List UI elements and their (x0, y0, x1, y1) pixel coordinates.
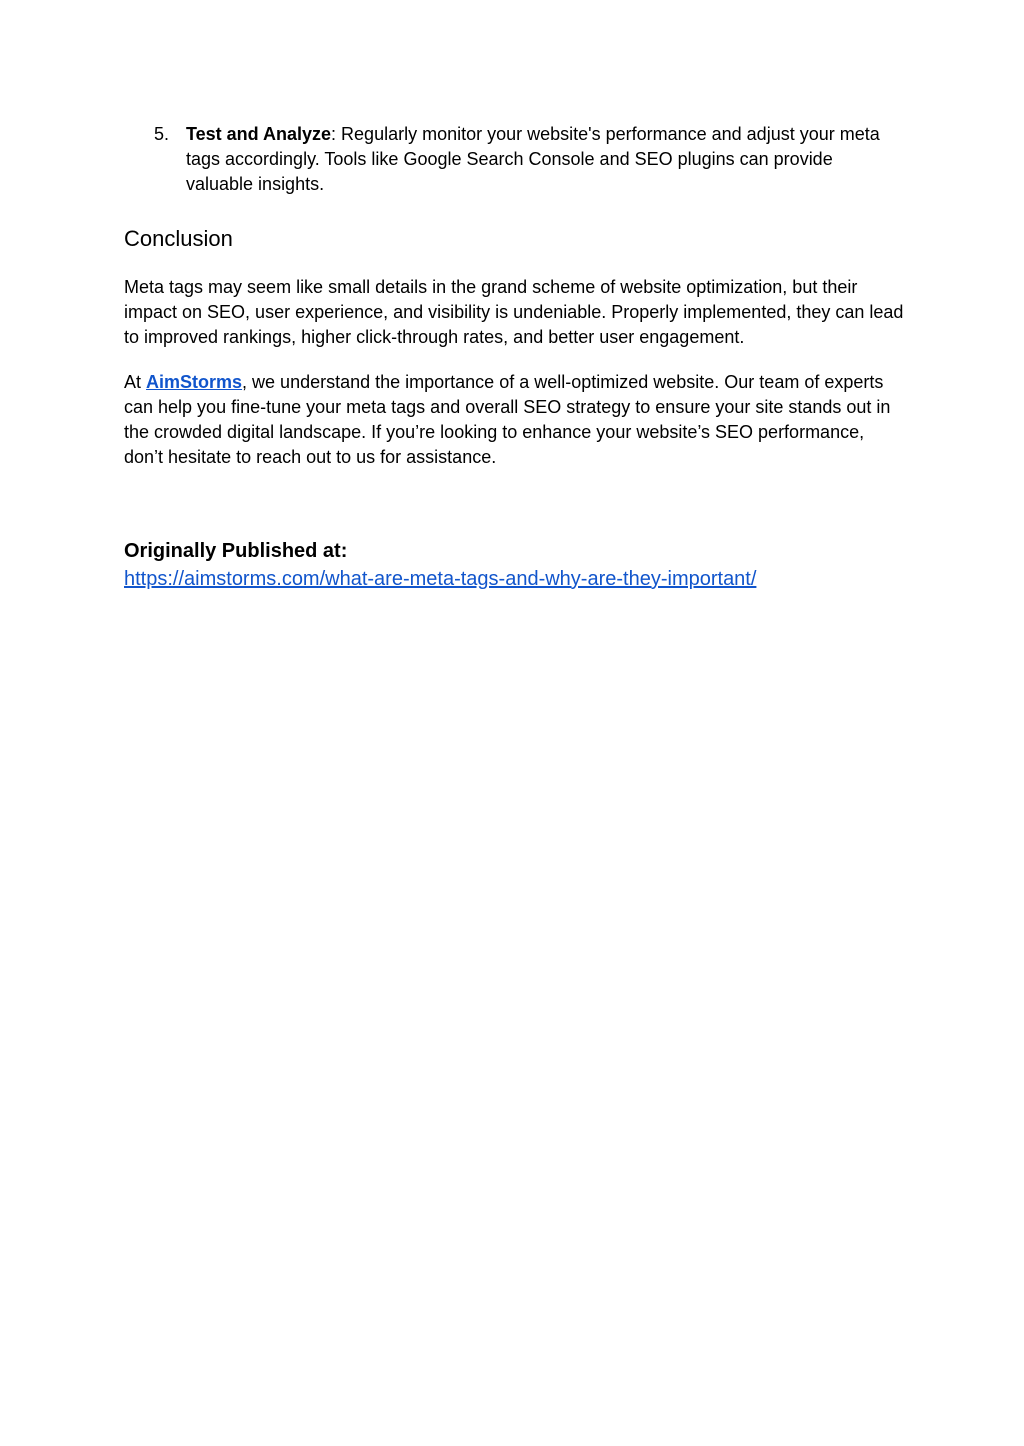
list-item-text: : Regularly monitor your website's performance and adjust your meta tags accordingly. Tools like Google Search Console and SEO plugins can provide valuable insights. (186, 124, 880, 194)
list-item-title: Test and Analyze (186, 124, 332, 144)
conclusion-heading: Conclusion (124, 226, 233, 251)
original-article-link[interactable]: https://aimstorms.com/what-are-meta-tags-and-why-are-they-important/ (124, 568, 757, 590)
list-item-test-and-analyze (154, 122, 904, 197)
paragraph-2-rest: , we understand the importance of a well-optimized website. Our team of experts can help you fine-tune your meta tags and overall SEO strategy to ensure your site stands out in the crowded digital landscape. If you’re looking to enhance your website’s SEO performance, don’t hesitate to reach out to us for assistance. (124, 372, 891, 467)
paragraph-2-prefix: At (124, 372, 147, 392)
conclusion-paragraph-2 (124, 370, 904, 470)
aimstorms-link[interactable]: AimStorms (146, 372, 243, 392)
conclusion-paragraph-1: Meta tags may seem like small details in the grand scheme of website optimization, but their impact on SEO, user experience, and visibility is undeniable. Properly implemented, they can lead to improved rankings, higher click-through rates, and better user engagement. (124, 277, 904, 347)
document-page (124, 122, 904, 593)
originally-published-label: Originally Published at: (124, 540, 348, 562)
list-item-body (186, 122, 904, 197)
list-number: 5. (154, 124, 170, 144)
